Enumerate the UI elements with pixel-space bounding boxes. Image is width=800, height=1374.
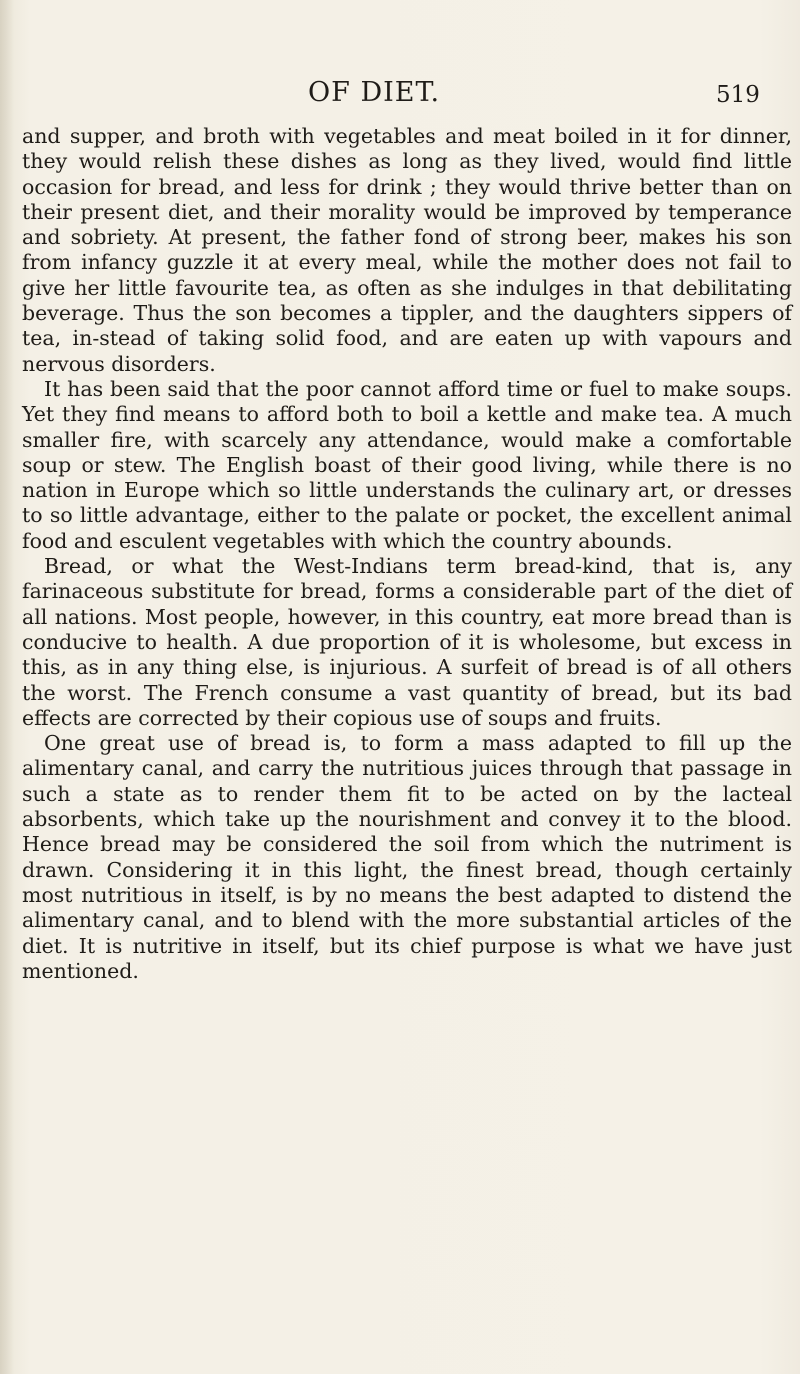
paragraph-soups: It has been said that the poor cannot afford time or fuel to make soups. Yet they find means to afford both to boil a kettle and make tea. A much smaller fire, with scarcely any attendance, would make a comfortable soup or stew. The English boast of their good living, while there is no nation in Europe which so little understands the culinary art, or dresses to so little advantage, either to the palate or pocket, the excellent animal food and esculent vegetables with which the country abounds. bbox=[22, 376, 792, 553]
running-title: OF DIET. bbox=[308, 77, 441, 108]
paragraph-continuation: and supper, and broth with vegetables and meat boiled in it for dinner, they would relish these dishes as long as they lived, would find little occasion for bread, and less for drink ; they would thrive better than on their present diet, and their morality would be improved by temperance and sobriety. At present, the father fond of strong beer, makes his son from infancy guzzle it at every meal, while the mother does not fail to give her little favourite tea, as often as she indulges in that debilitating beverage. Thus the son becomes a tippler, and the daughters sippers of tea, in-stead of taking solid food, and are eaten up with vapours and nervous disorders. bbox=[22, 124, 792, 376]
body-text bbox=[22, 124, 792, 984]
running-head bbox=[0, 76, 800, 110]
paragraph-bread-use: One great use of bread is, to form a mass adapted to fill up the alimentary canal, and carry the nutritious juices through that passage in such a state as to render them fit to be acted on by the lacteal absorbents, which take up the nourishment and convey it to the blood. Hence bread may be considered the soil from which the nutriment is drawn. Considering it in this light, the finest bread, though certainly most nutritious in itself, is by no means the best adapted to distend the alimentary canal, and to blend with the more substantial articles of the diet. It is nutritive in itself, but its chief purpose is what we have just mentioned. bbox=[22, 731, 792, 983]
paragraph-bread: Bread, or what the West-Indians term bread-kind, that is, any farinaceous substitute for bread, forms a considerable part of the diet of all nations. Most people, however, in this country, eat more bread than is conducive to health. A due proportion of it is wholesome, but excess in this, as in any thing else, is injurious. A surfeit of bread is of all others the worst. The French consume a vast quantity of bread, but its bad effects are corrected by their copious use of soups and fruits. bbox=[22, 554, 792, 730]
page-number: 519 bbox=[716, 82, 760, 108]
gutter-shadow bbox=[0, 0, 14, 1374]
